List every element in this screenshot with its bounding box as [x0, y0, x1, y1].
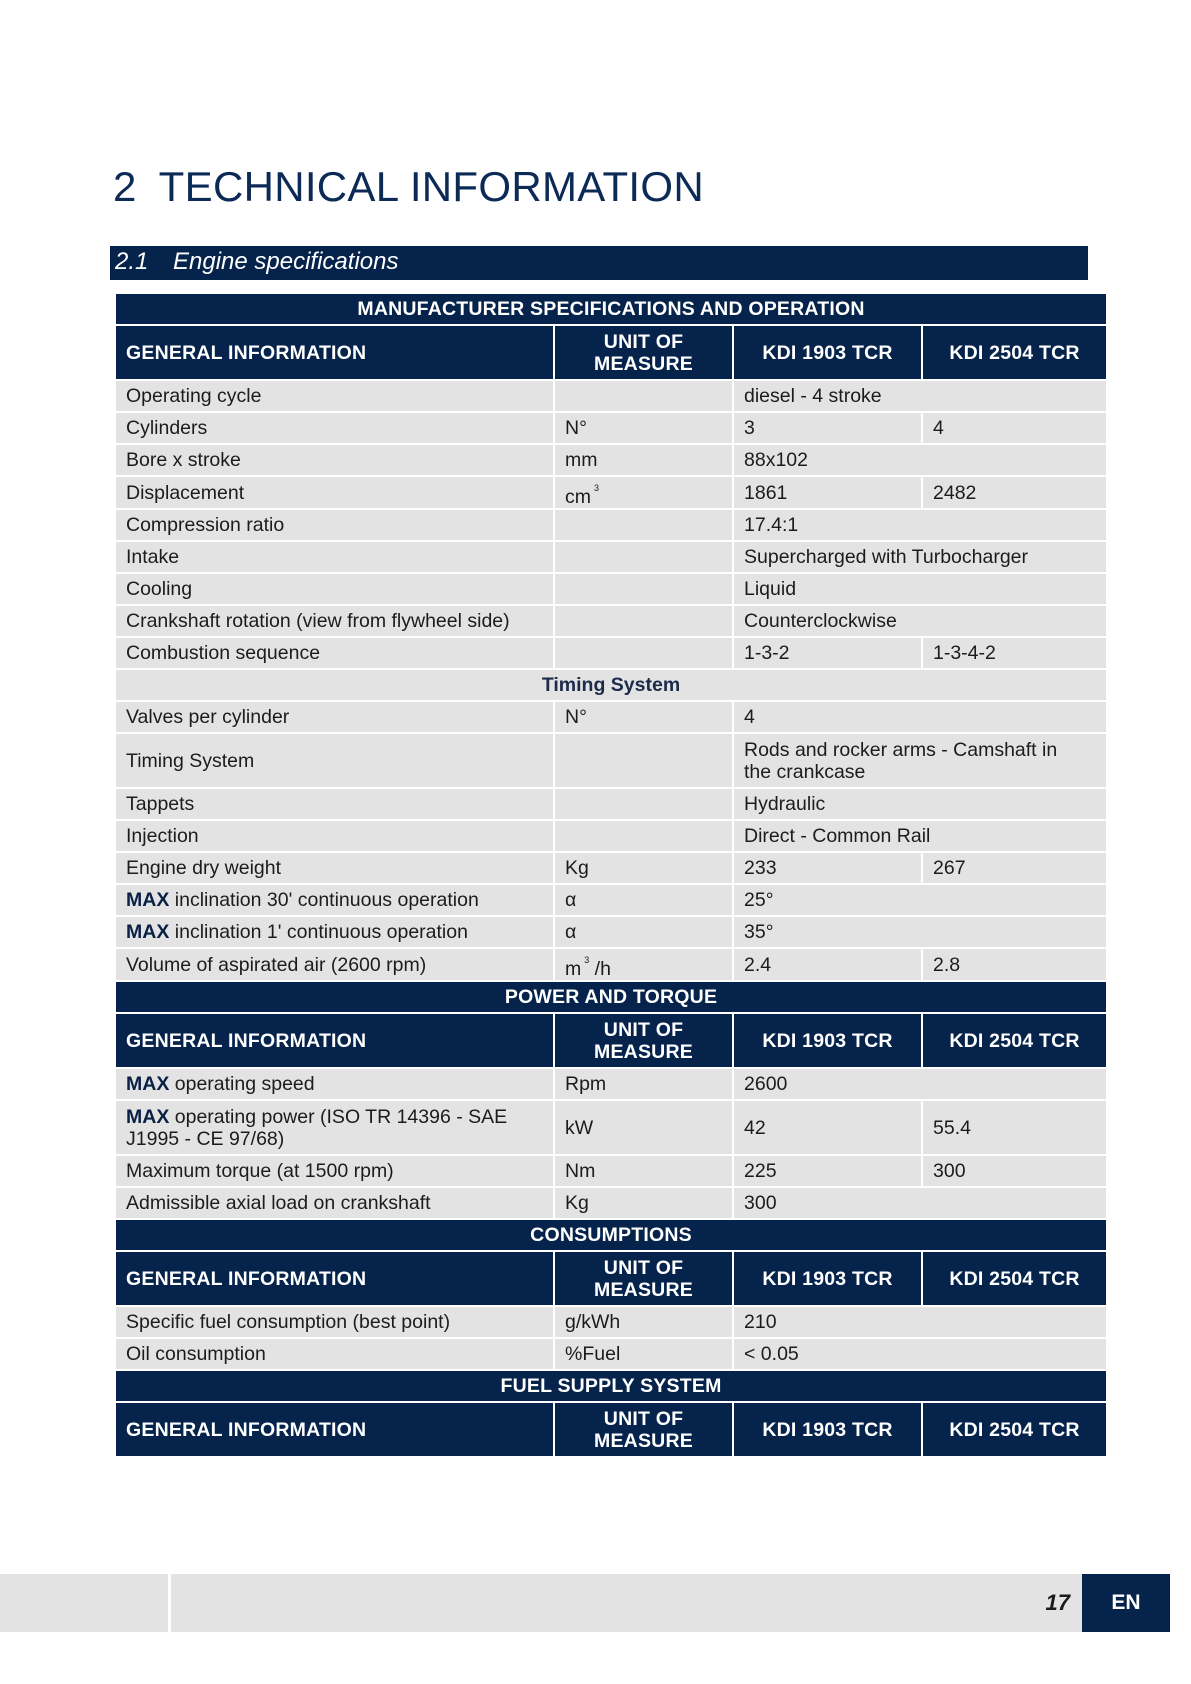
row-value: 210 — [733, 1306, 1107, 1338]
table-row — [115, 1068, 1107, 1100]
page-number: 17 — [1045, 1590, 1070, 1615]
row-label: MAX inclination 1' continuous operation — [115, 916, 554, 948]
row-value: diesel - 4 stroke — [733, 380, 1107, 412]
row-value: Direct - Common Rail — [733, 820, 1107, 852]
row-label: MAX operating power (ISO TR 14396 - SAE J1995 - CE 97/68) — [115, 1100, 554, 1155]
header-model-2: KDI 2504 TCR — [922, 1402, 1107, 1457]
banner-consumptions: CONSUMPTIONS — [115, 1219, 1107, 1251]
header-model-1: KDI 1903 TCR — [733, 1402, 922, 1457]
header-model-2: KDI 2504 TCR — [922, 1013, 1107, 1068]
header-unit: UNIT OF MEASURE — [554, 325, 733, 380]
table-row — [115, 733, 1107, 788]
banner-fuel-supply: FUEL SUPPLY SYSTEM — [115, 1370, 1107, 1402]
row-value: 2600 — [733, 1068, 1107, 1100]
header-model-1: KDI 1903 TCR — [733, 325, 922, 380]
section-title: Engine specifications — [173, 248, 399, 275]
footer-divider — [168, 1574, 171, 1632]
header-general: GENERAL INFORMATION — [115, 1013, 554, 1068]
row-label: Combustion sequence — [115, 637, 554, 669]
row-value-model-1: 2.4 — [733, 948, 922, 981]
row-label: Specific fuel consumption (best point) — [115, 1306, 554, 1338]
row-unit — [554, 733, 733, 788]
row-label: Cooling — [115, 573, 554, 605]
header-unit: UNIT OF MEASURE — [554, 1402, 733, 1457]
row-value: Counterclockwise — [733, 605, 1107, 637]
header-row — [115, 1013, 1107, 1068]
row-value: 300 — [733, 1187, 1107, 1219]
row-unit: Rpm — [554, 1068, 733, 1100]
banner-manufacturer: MANUFACTURER SPECIFICATIONS AND OPERATION — [115, 293, 1107, 325]
header-model-1: KDI 1903 TCR — [733, 1251, 922, 1306]
row-value-model-2: 1-3-4-2 — [922, 637, 1107, 669]
row-label: MAX operating speed — [115, 1068, 554, 1100]
row-unit: N° — [554, 412, 733, 444]
row-unit — [554, 380, 733, 412]
row-value-model-2: 2.8 — [922, 948, 1107, 981]
table-row — [115, 1155, 1107, 1187]
row-value: 17.4:1 — [733, 509, 1107, 541]
table-row — [115, 573, 1107, 605]
row-unit: g/kWh — [554, 1306, 733, 1338]
header-general: GENERAL INFORMATION — [115, 1251, 554, 1306]
row-value-model-2: 300 — [922, 1155, 1107, 1187]
table-row — [115, 509, 1107, 541]
row-label: Injection — [115, 820, 554, 852]
row-value: 88x102 — [733, 444, 1107, 476]
timing-subheading-row — [115, 669, 1107, 701]
row-value: < 0.05 — [733, 1338, 1107, 1370]
table-row — [115, 852, 1107, 884]
chapter-title-text: TECHNICAL INFORMATION — [158, 163, 704, 210]
row-label: Bore x stroke — [115, 444, 554, 476]
row-label: Timing System — [115, 733, 554, 788]
row-unit — [554, 605, 733, 637]
table-row — [115, 637, 1107, 669]
row-unit: kW — [554, 1100, 733, 1155]
timing-subheading: Timing System — [115, 669, 1107, 701]
header-general: GENERAL INFORMATION — [115, 1402, 554, 1457]
row-unit: Kg — [554, 1187, 733, 1219]
engine-spec-table — [114, 292, 1108, 1458]
row-label: Displacement — [115, 476, 554, 509]
row-value-model-1: 1-3-2 — [733, 637, 922, 669]
row-unit: m $^3$ /h — [554, 948, 733, 981]
header-row — [115, 1251, 1107, 1306]
row-label: Operating cycle — [115, 380, 554, 412]
row-value-model-1: 1861 — [733, 476, 922, 509]
table-row — [115, 541, 1107, 573]
row-value-model-1: 3 — [733, 412, 922, 444]
header-unit: UNIT OF MEASURE — [554, 1013, 733, 1068]
banner-fuel-supply-row — [115, 1370, 1107, 1402]
table-row — [115, 412, 1107, 444]
row-unit — [554, 820, 733, 852]
row-unit: α — [554, 884, 733, 916]
row-unit — [554, 637, 733, 669]
row-unit — [554, 541, 733, 573]
table-row — [115, 916, 1107, 948]
row-unit: cm $^3$ — [554, 476, 733, 509]
chapter-title — [113, 163, 704, 211]
banner-consumptions-row — [115, 1219, 1107, 1251]
banner-power-row — [115, 981, 1107, 1013]
row-value: 35° — [733, 916, 1107, 948]
table-row — [115, 1187, 1107, 1219]
footer-bar — [0, 1574, 1082, 1632]
row-unit: %Fuel — [554, 1338, 733, 1370]
row-value-model-2: 4 — [922, 412, 1107, 444]
banner-manufacturer-row — [115, 293, 1107, 325]
row-label: Crankshaft rotation (view from flywheel side) — [115, 605, 554, 637]
row-label: Valves per cylinder — [115, 701, 554, 733]
row-label: Volume of aspirated air (2600 rpm) — [115, 948, 554, 981]
table-row — [115, 948, 1107, 981]
row-value-model-1: 233 — [733, 852, 922, 884]
row-value: Supercharged with Turbocharger — [733, 541, 1107, 573]
row-value: Liquid — [733, 573, 1107, 605]
table-row — [115, 701, 1107, 733]
header-model-2: KDI 2504 TCR — [922, 1251, 1107, 1306]
row-value: 4 — [733, 701, 1107, 733]
row-label: Admissible axial load on crankshaft — [115, 1187, 554, 1219]
banner-power: POWER AND TORQUE — [115, 981, 1107, 1013]
table-row — [115, 476, 1107, 509]
row-label: Engine dry weight — [115, 852, 554, 884]
table-row — [115, 820, 1107, 852]
section-number: 2.1 — [115, 248, 149, 275]
row-unit: Nm — [554, 1155, 733, 1187]
header-row — [115, 325, 1107, 380]
row-label: MAX inclination 30' continuous operation — [115, 884, 554, 916]
row-value-model-2: 267 — [922, 852, 1107, 884]
table-row — [115, 884, 1107, 916]
row-label: Cylinders — [115, 412, 554, 444]
row-value-model-1: 42 — [733, 1100, 922, 1155]
table-row — [115, 788, 1107, 820]
row-label: Tappets — [115, 788, 554, 820]
row-unit: N° — [554, 701, 733, 733]
row-value-model-1: 225 — [733, 1155, 922, 1187]
row-unit: mm — [554, 444, 733, 476]
row-value: 25° — [733, 884, 1107, 916]
row-value-model-2: 2482 — [922, 476, 1107, 509]
header-model-1: KDI 1903 TCR — [733, 1013, 922, 1068]
section-heading — [110, 246, 1088, 280]
header-unit: UNIT OF MEASURE — [554, 1251, 733, 1306]
chapter-number: 2 — [113, 163, 137, 210]
language-badge: EN — [1082, 1574, 1170, 1632]
header-row — [115, 1402, 1107, 1457]
table-row — [115, 1100, 1107, 1155]
table-row — [115, 380, 1107, 412]
header-model-2: KDI 2504 TCR — [922, 325, 1107, 380]
row-unit: Kg — [554, 852, 733, 884]
row-value-model-2: 55.4 — [922, 1100, 1107, 1155]
row-unit: α — [554, 916, 733, 948]
row-unit — [554, 573, 733, 605]
row-label: Maximum torque (at 1500 rpm) — [115, 1155, 554, 1187]
row-value: Rods and rocker arms - Camshaft in the crankcase — [733, 733, 1107, 788]
table-row — [115, 605, 1107, 637]
row-label: Compression ratio — [115, 509, 554, 541]
row-value: Hydraulic — [733, 788, 1107, 820]
row-label: Oil consumption — [115, 1338, 554, 1370]
table-row — [115, 444, 1107, 476]
header-general: GENERAL INFORMATION — [115, 325, 554, 380]
row-unit — [554, 788, 733, 820]
table-row — [115, 1306, 1107, 1338]
row-unit — [554, 509, 733, 541]
row-label: Intake — [115, 541, 554, 573]
table-row — [115, 1338, 1107, 1370]
